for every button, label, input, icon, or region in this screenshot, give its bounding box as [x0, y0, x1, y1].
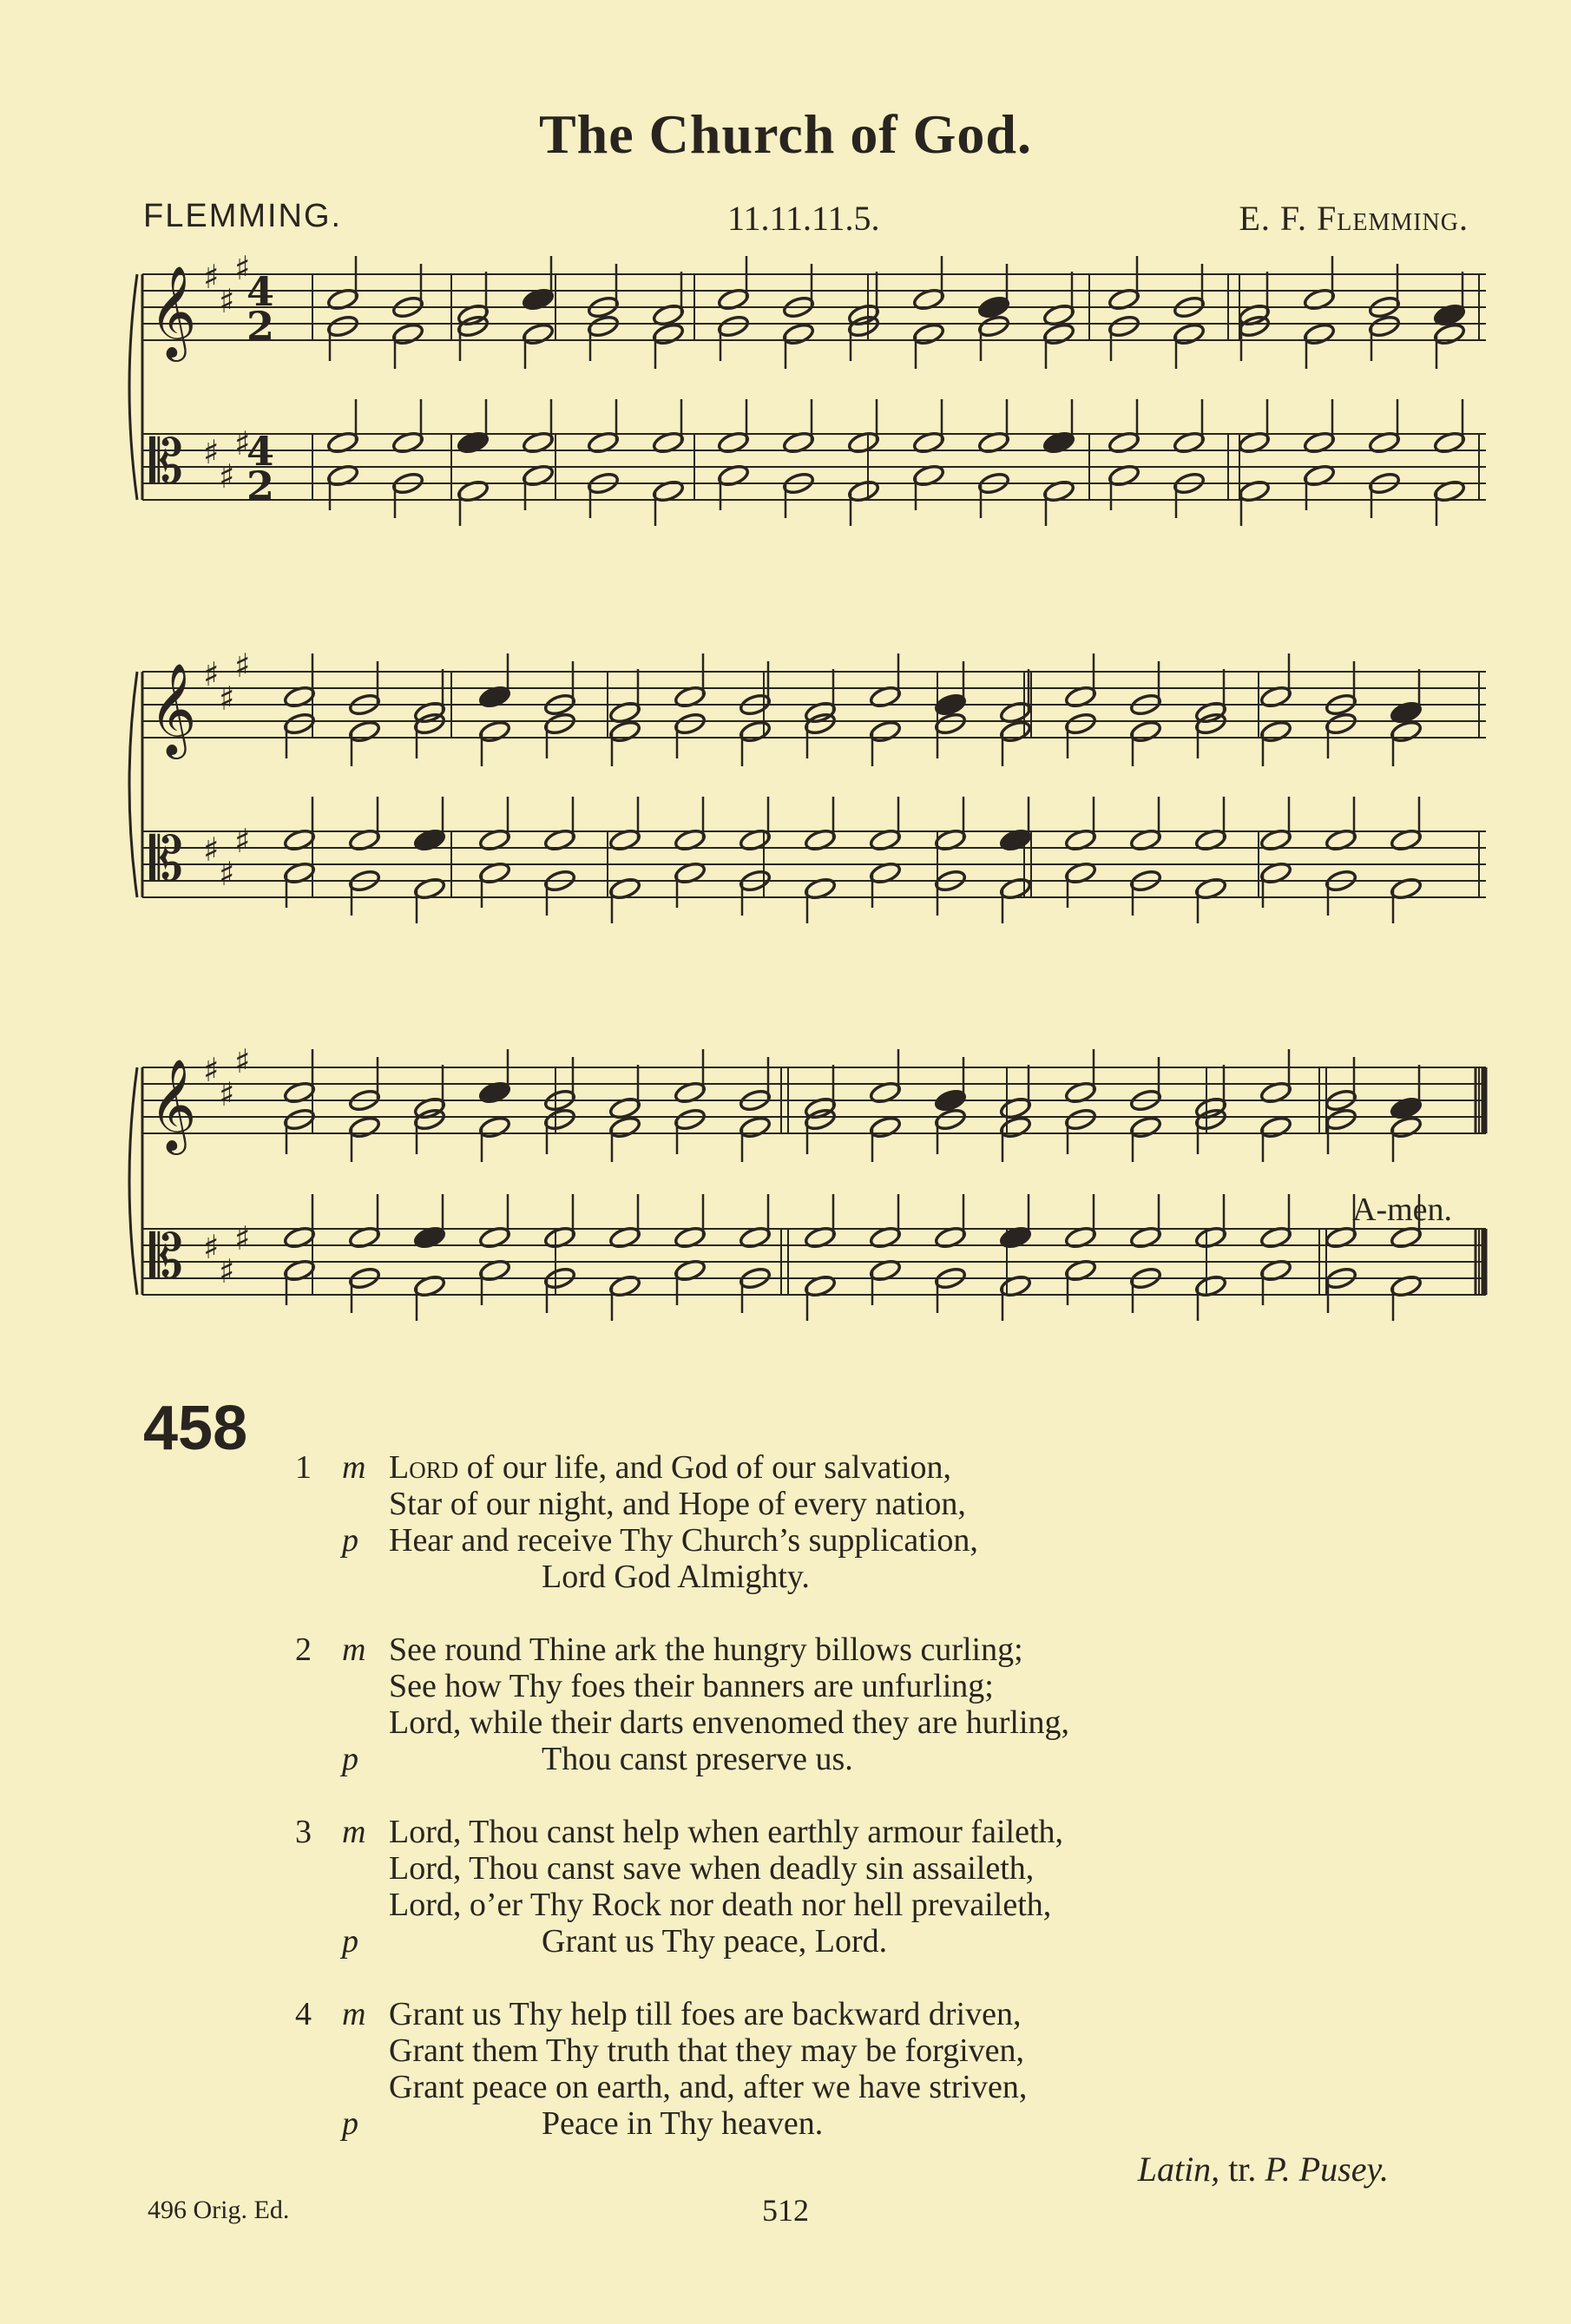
system-brace — [129, 672, 137, 897]
half-note — [999, 719, 1032, 745]
verse-number: 3 — [295, 1814, 312, 1850]
verse-line — [0, 1814, 1571, 1850]
attribution-translator: P. Pusey. — [1265, 2150, 1389, 2189]
attribution-source: Latin, — [1137, 2150, 1220, 2189]
sharp-sign: ♯ — [203, 830, 220, 869]
half-note — [478, 1115, 511, 1140]
verse-text — [389, 1887, 1051, 1923]
half-note — [782, 322, 815, 347]
half-note — [1108, 314, 1140, 339]
dynamic-marking: m — [342, 1449, 366, 1486]
verse-line — [0, 1850, 1571, 1887]
verse-line-text: Grant them Thy truth that they may be forgiven, — [389, 2032, 1025, 2069]
page-title: The Church of God. — [538, 103, 1033, 165]
verse-line — [0, 1486, 1571, 1522]
verse-text — [542, 1559, 810, 1595]
verse-line-text: See how Thy foes their banners are unfurling; — [389, 1668, 994, 1704]
quarter-note — [934, 693, 967, 718]
sharp-sign: ♯ — [219, 1075, 235, 1113]
verse-text — [389, 1814, 1063, 1850]
half-note — [674, 712, 707, 737]
half-note — [587, 314, 620, 339]
half-note — [1433, 322, 1466, 347]
half-note — [543, 1107, 576, 1132]
verse-line — [0, 1923, 1571, 1960]
half-note — [934, 1107, 967, 1132]
half-note — [348, 1115, 381, 1140]
sharp-sign: ♯ — [203, 433, 220, 471]
half-note — [283, 1107, 316, 1132]
half-note — [1129, 1115, 1162, 1140]
half-note — [869, 719, 902, 745]
half-note — [413, 1107, 446, 1132]
half-note — [1390, 1115, 1423, 1140]
verse-text — [542, 1741, 853, 1777]
half-note — [1368, 314, 1401, 339]
tune-name: FLEMMING. — [143, 198, 343, 234]
dynamic-marking: m — [342, 1814, 366, 1850]
verse-text — [389, 1522, 978, 1559]
verse-3 — [0, 1814, 1571, 1960]
verse-text — [389, 1486, 966, 1522]
half-note — [1259, 1115, 1292, 1140]
verse-text — [542, 1923, 887, 1960]
half-note — [1259, 719, 1292, 745]
half-note — [934, 712, 967, 737]
sharp-sign: ♯ — [234, 822, 251, 860]
composer-initials: E. F. — [1239, 199, 1307, 238]
half-note — [478, 719, 511, 745]
dynamic-marking: m — [342, 1996, 366, 2032]
hymn-number: 458 — [143, 1394, 248, 1463]
verse-text — [389, 1704, 1069, 1741]
sharp-sign: ♯ — [203, 258, 220, 296]
dynamic-marking: p — [342, 1741, 358, 1777]
time-signature-bottom: 2 — [246, 463, 275, 509]
verse-line-text: Star of our night, and Hope of every nation, — [389, 1486, 966, 1522]
verse-line — [0, 1704, 1571, 1741]
half-note — [1325, 1107, 1357, 1132]
sharp-sign: ♯ — [234, 424, 251, 463]
half-note — [739, 719, 772, 745]
verse-line — [0, 1996, 1571, 2032]
half-note — [739, 1115, 772, 1140]
verse-text — [389, 1996, 1021, 2032]
verse-line-text: Thou canst preserve us. — [542, 1741, 853, 1777]
half-note — [348, 719, 381, 745]
alto-clef: 𝄡 — [149, 824, 184, 895]
verse-text — [389, 1631, 1023, 1668]
half-note — [1303, 322, 1336, 347]
sharp-sign: ♯ — [219, 855, 235, 893]
dynamic-marking: m — [342, 1631, 366, 1668]
verse-text — [389, 1449, 951, 1486]
verse-line — [0, 1887, 1571, 1923]
verse-line-text: Grant us Thy peace, Lord. — [542, 1923, 888, 1960]
half-note — [1390, 719, 1423, 745]
sharp-sign: ♯ — [234, 647, 251, 685]
time-signature-bottom: 2 — [246, 303, 275, 350]
sharp-sign: ♯ — [203, 1228, 220, 1266]
attribution-tr: tr. — [1219, 2150, 1265, 2189]
sharp-sign: ♯ — [234, 1219, 251, 1257]
verse-text — [389, 1850, 1034, 1887]
half-note — [1064, 1107, 1097, 1132]
treble-clef: 𝄞 — [149, 662, 197, 755]
time-signature-top: 4 — [246, 428, 275, 475]
verse-line-text: Grant peace on earth, and, after we have striven, — [389, 2069, 1028, 2105]
half-note — [1173, 322, 1206, 347]
quarter-note — [977, 295, 1010, 320]
alto-clef: 𝄡 — [149, 1221, 184, 1292]
hymn-verses — [0, 1449, 1571, 2178]
half-note — [1194, 1107, 1227, 1132]
verse-line-text: Lord, while their darts envenomed they are hurling, — [389, 1704, 1070, 1741]
half-note — [1238, 314, 1271, 339]
verse-line — [0, 1741, 1571, 1777]
half-note — [869, 1115, 902, 1140]
verse-line-text: Lord, Thou canst help when earthly armour faileth, — [389, 1814, 1063, 1850]
verse-text — [389, 2032, 1024, 2069]
page-number: 512 — [762, 2193, 809, 2228]
half-note — [804, 1107, 837, 1132]
verse-line — [0, 2105, 1571, 2142]
half-note — [717, 314, 750, 339]
alto-clef: 𝄡 — [149, 426, 184, 497]
treble-clef: 𝄞 — [149, 265, 197, 358]
verse-1 — [0, 1449, 1571, 1595]
half-note — [977, 314, 1010, 339]
half-note — [413, 712, 446, 737]
treble-clef: 𝄞 — [149, 1058, 197, 1151]
dynamic-marking: p — [342, 1522, 358, 1559]
half-note — [912, 322, 945, 347]
verse-line — [0, 2069, 1571, 2105]
dynamic-marking: p — [342, 1923, 358, 1960]
verse-line — [0, 2032, 1571, 2069]
half-note — [326, 314, 359, 339]
verse-2 — [0, 1631, 1571, 1777]
meter: 11.11.11.5. — [727, 199, 880, 238]
half-note — [608, 719, 641, 745]
half-note — [543, 712, 576, 737]
half-note — [522, 322, 555, 347]
half-note — [674, 1107, 707, 1132]
half-note — [457, 314, 490, 339]
sharp-sign: ♯ — [234, 249, 251, 287]
sharp-sign: ♯ — [234, 1042, 251, 1080]
verse-line-text: Lord, o’er Thy Rock nor death nor hell prevaileth, — [389, 1887, 1052, 1923]
verse-line — [0, 1449, 1571, 1486]
sharp-sign: ♯ — [203, 1051, 220, 1089]
half-note — [1129, 719, 1162, 745]
amen-label: A-men. — [1352, 1192, 1453, 1228]
half-note — [652, 322, 685, 347]
verse-line-text: See round Thine ark the hungry billows curling; — [389, 1631, 1023, 1668]
half-note — [999, 1115, 1032, 1140]
verse-line-text: Peace in Thy heaven. — [542, 2105, 824, 2142]
system-brace — [129, 1067, 137, 1295]
verse-text — [542, 2105, 823, 2142]
verse-text — [389, 1668, 994, 1704]
verse-line-text: Lord, Thou canst save when deadly sin assaileth, — [389, 1850, 1035, 1887]
small-caps-word: Lord — [389, 1449, 459, 1486]
verse-line — [0, 1631, 1571, 1668]
half-note — [1042, 322, 1075, 347]
half-note — [283, 712, 316, 737]
verse-4 — [0, 1996, 1571, 2142]
composer-surname: Flemming. — [1316, 199, 1469, 238]
sharp-sign: ♯ — [203, 655, 220, 693]
quarter-note — [934, 1088, 967, 1113]
verse-line — [0, 1559, 1571, 1595]
sharp-sign: ♯ — [219, 1252, 235, 1290]
verse-number: 4 — [295, 1996, 312, 2032]
sharp-sign: ♯ — [219, 679, 235, 718]
verse-number: 1 — [295, 1449, 312, 1486]
half-note — [847, 314, 880, 339]
system-brace — [129, 274, 137, 500]
verse-number: 2 — [295, 1631, 312, 1668]
dynamic-marking: p — [342, 2105, 358, 2142]
verse-text — [389, 2069, 1027, 2105]
verse-line-text: of our life, and God of our salvation, — [458, 1449, 951, 1486]
verse-line — [0, 1522, 1571, 1559]
half-note — [1064, 712, 1097, 737]
verse-line-text: Hear and receive Thy Church’s supplication, — [389, 1522, 978, 1559]
half-note — [1194, 712, 1227, 737]
sharp-sign: ♯ — [219, 457, 235, 496]
verse-line-text: Lord God Almighty. — [542, 1559, 810, 1595]
time-signature-top: 4 — [246, 268, 275, 315]
original-edition-ref: 496 Orig. Ed. — [148, 2196, 290, 2224]
half-note — [391, 322, 424, 347]
half-note — [1325, 712, 1357, 737]
half-note — [608, 1115, 641, 1140]
half-note — [804, 712, 837, 737]
verse-line-text: Grant us Thy help till foes are backward driven, — [389, 1996, 1022, 2032]
sharp-sign: ♯ — [219, 282, 235, 320]
verse-line — [0, 1668, 1571, 1704]
attribution — [1138, 2149, 1389, 2189]
